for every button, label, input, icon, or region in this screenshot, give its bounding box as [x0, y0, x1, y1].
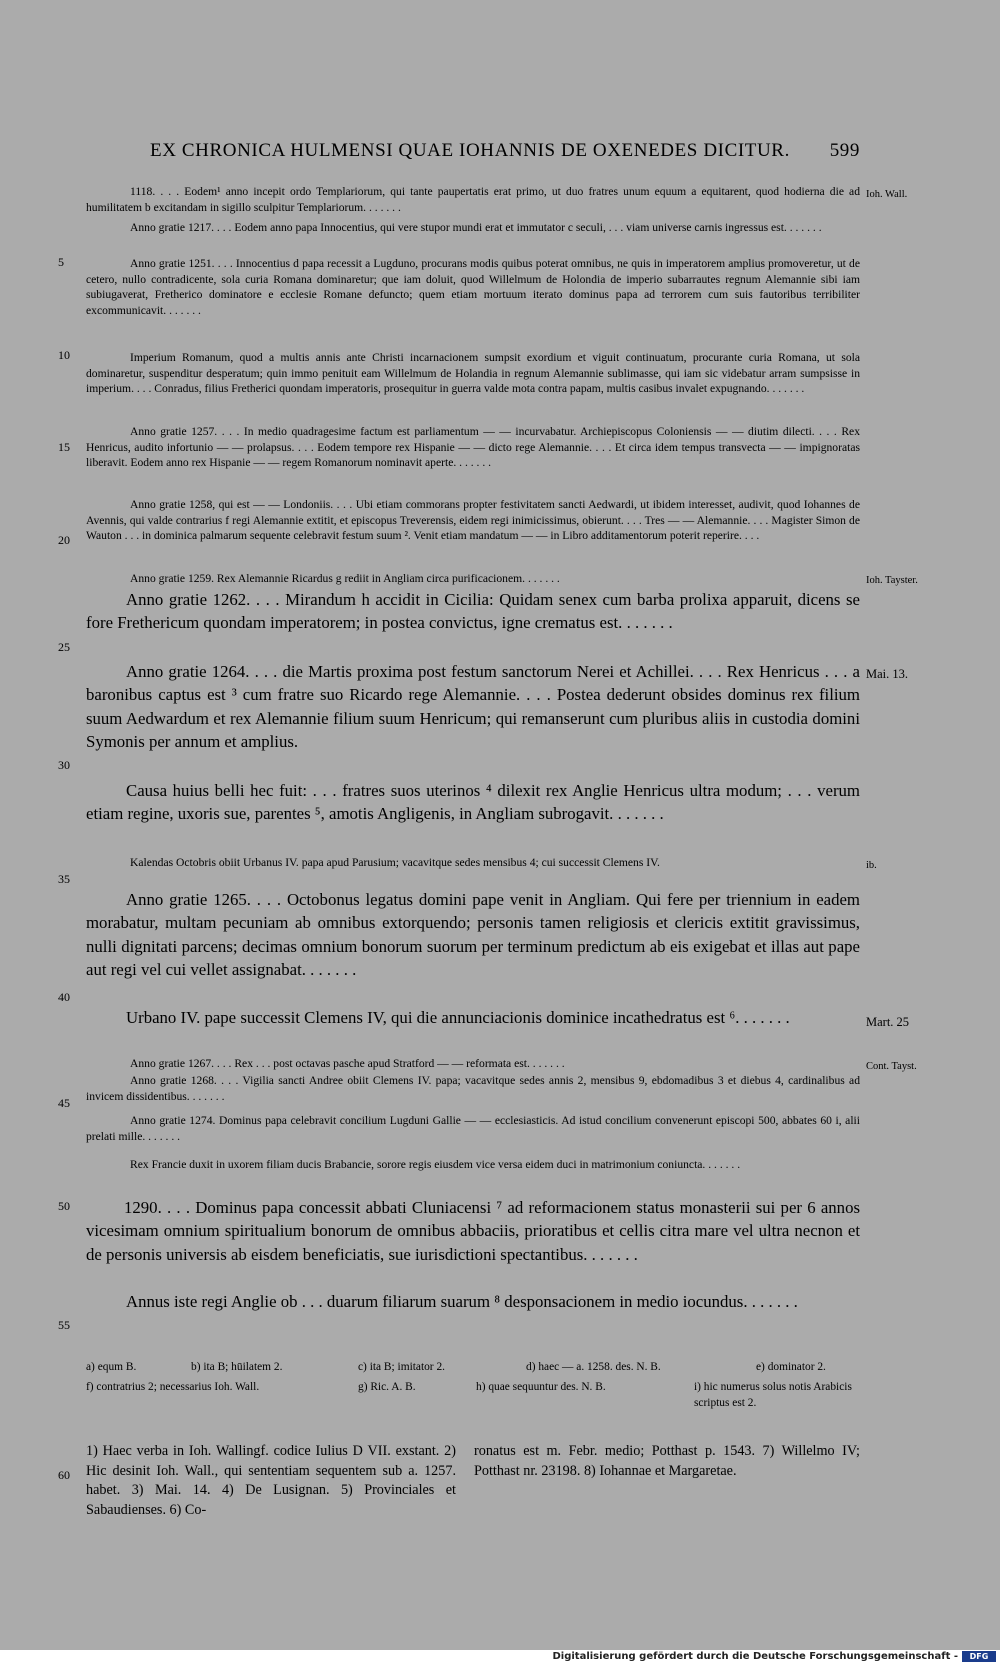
paragraph: 1118. . . . Eodem¹ anno incepit ordo Templariorum, qui tante paupertatis erat primo, ut duo fratres unum equum a equitarent, quod hodierna die ad humilitatem b excitandam in sigillo sculpitur Templariorum. . . . . . .	[86, 185, 860, 214]
line-number: 5	[58, 255, 64, 269]
line-number: 45	[58, 1096, 70, 1110]
margin-note: Mart. 25	[866, 1015, 910, 1029]
margin-note: Ioh. Tayster.	[866, 575, 918, 586]
margin-note: Mai. 13.	[866, 667, 909, 681]
line-number: 30	[58, 758, 70, 772]
page-number: 599	[829, 140, 860, 161]
paragraph: Anno gratie 1264. . . . die Martis proxima post festum sanctorum Nerei et Achillei. . . . Rex Henricus . . . a baronibus captus est ³ cum fratre suo Ricardo rege Alemannie. . . . Postea dederunt obsides dominus rex filium suum Aedwardum et rex Alemannie filium suum Henricum; qui remanserunt cum pluribus aliis in custodia domini Symonis per annum et amplius.	[86, 662, 860, 752]
paragraph: Imperium Romanum, quod a multis annis ante Christi incarnacionem sumpsit exordium et viguit continuatum, procurante curia Romana, ut sola dominaretur, suspenditur desperatum; quin immo penituit eam Willelmum de Holandia in regnum Alemannie sublimasse, qui iam sic videbatur arram sumpsisse in imperium. . . . Conradus, filius Fretherici quondam imperatoris, prosequitur in guerra valde mota contra papam, multis casibus invalet expugnando. . . . . . .	[86, 351, 860, 396]
variant-note: h) quae sequuntur des. N. B.	[476, 1381, 606, 1393]
variant-note: c) ita B; imitator 2.	[358, 1361, 445, 1373]
line-number: 55	[58, 1318, 70, 1332]
paragraph: Urbano IV. pape successit Clemens IV, qui die annunciacionis dominice incathedratus est ⁶. . . . . . .	[126, 1008, 790, 1027]
running-header	[150, 140, 860, 162]
paragraph: Anno gratie 1257. . . . In medio quadragesime factum est parliamentum — — incurvabatur. Archiepiscopus Coloniensis — — diutim dilecti. . . . Rex Henricus, audito infortunio — — prolapsus. . . . Eodem tempore rex Hispanie — — dicto rege Alemannie. . . . Et circa idem tempus transvecta — — impignoratas liberavit. Eodem anno rex Hispanie — — regem Romanorum nominavit aperte. . . . . . .	[86, 425, 860, 470]
notes-column: 1) Haec verba in Ioh. Wallingf. codice Iulius D VII. exstant. 2) Hic desinit Ioh. Wall., qui sententiam sequentem sub a. 1257. habet. 3) Mai. 14. 4) De Lusignan. 5) Provinciales et Sabaudienses. 6) Co-	[86, 1443, 456, 1518]
paragraph: Anno gratie 1251. . . . Innocentius d papa recessit a Lugduno, procurans modis quibus poterat omnibus, ne quis in imperatorem amplius promoveretur, ut de cetero, nullo contradicente, sola curia Romana dominaretur; que iam doluit, quod Willelmum de Holondia de imperio subarrautes regnum Alemannie sibi iam subiugaverat, Fretherico dominatore e ecclesie Romane defuncto; quem etiam mortuum iterato dominus papa ad terrorem cum suis fautoribus terribiliter excommunicavit. . . . . . .	[86, 257, 860, 318]
paragraph: Anno gratie 1258, qui est — — Londoniis. . . . Ubi etiam commorans propter festivitatem sancti Aedwardi, ut ibidem interesset, audivit, quod Iohannes de Avennis, qui valde contrarius f regi Alemannie extitit, et episcopus Treverensis, eidem regi inimicissimus, obierunt. . . . Tres — — Alemannie. . . . Magister Simon de Wauton . . . in dominica palmarum sequente celebravit festum suum ². Venit etiam mandatum — — in Libro additamentorum poterit reperire. . . .	[86, 498, 860, 543]
margin-note: Ioh. Wall.	[866, 189, 908, 200]
line-number: 50	[58, 1199, 70, 1213]
line-number: 15	[58, 440, 70, 454]
paragraph: Anno gratie 1268. . . . Vigilia sancti Andree obiit Clemens IV. papa; vacavitque sedes annis 2, mensibus 9, ebdomadibus 3 et diebus 4, cardinalibus ad invicem dissidentibus. . . . . . .	[86, 1074, 860, 1103]
line-number: 35	[58, 872, 70, 886]
paragraph: Anno gratie 1274. Dominus papa celebravit concilium Lugduni Gallie — — ecclesiasticis. Ad istud concilium convenerunt episcopi 500, abbates 60 i, alii prelati mille. . . . . . .	[86, 1114, 860, 1143]
paragraph: Annus iste regi Anglie ob . . . duarum filiarum suarum ⁸ desponsacionem in medio iocundus. . . . . . .	[126, 1292, 798, 1311]
paragraph: Anno gratie 1262. . . . Mirandum h accidit in Cicilia: Quidam senex cum barba prolixa apparuit, dicens se fore Frethericum quondam imperatorem; in postea convictus, igne crematus est. . . . . . .	[86, 590, 860, 633]
paragraph: Anno gratie 1217. . . . Eodem anno papa Innocentius, qui vere stupor mundi erat et immutator c seculi, . . . viam universe carnis ingressus est. . . . . . .	[130, 221, 822, 234]
paragraph: Rex Francie duxit in uxorem filiam ducis Brabancie, sorore regis eiusdem vice versa eidem duci in matrimonium coniuncta. . . . . . .	[130, 1158, 741, 1171]
variant-note: d) haec — a. 1258. des. N. B.	[526, 1361, 661, 1373]
footer-text: Digitalisierung gefördert durch die Deutsche Forschungsgemeinschaft -	[552, 1651, 958, 1662]
paragraph: Anno gratie 1259. Rex Alemannie Ricardus g rediit in Angliam circa purificacionem. . . . . . .	[130, 572, 560, 585]
paragraph: Kalendas Octobris obiit Urbanus IV. papa apud Parusium; vacavitque sedes mensibus 4; cui successit Clemens IV.	[130, 856, 660, 869]
line-number: 60	[58, 1468, 70, 1482]
margin-note: Cont. Tayst.	[866, 1061, 917, 1072]
running-title: EX CHRONICA HULMENSI QUAE IOHANNIS DE OXENEDES DICITUR.	[150, 140, 790, 161]
line-number: 10	[58, 348, 70, 362]
variant-note: f) contratrius 2; necessarius Ioh. Wall.	[86, 1381, 260, 1393]
paragraph: Anno gratie 1265. . . . Octobonus legatus domini pape venit in Angliam. Qui fere per triennium in eadem morabatur, multam pecuniam ab omnibus extorquendo; personis tamen religiosis et clericis extitit gravissimus, nulli dignitati parcens; decimas omnium bonorum suorum per terminum predictum ab eis exigebat et illas aut pape aut regi vel cui vellet assignabat. . . . . . .	[86, 890, 860, 980]
paragraph: Causa huius belli hec fuit: . . . fratres suos uterinos ⁴ dilexit rex Anglie Henricus ultra modum; . . . verum etiam regine, uxoris sue, parentes ⁵, amotis Angligenis, in Angliam subrogavit. . . . . . .	[86, 781, 860, 824]
dfg-logo: DFG	[962, 1651, 996, 1662]
line-number: 25	[58, 640, 70, 654]
line-number: 20	[58, 533, 70, 547]
margin-note: ib.	[866, 860, 877, 871]
variant-note: b) ita B; hūilatem 2.	[191, 1361, 283, 1373]
variant-note: i) hic numerus solus notis Arabicis scriptus est 2.	[694, 1381, 852, 1409]
paragraph: Anno gratie 1267. . . . Rex . . . post octavas pasche apud Stratford — — reformata est. . . . . . .	[130, 1057, 565, 1070]
variant-note: e) dominator 2.	[756, 1361, 826, 1373]
line-number: 40	[58, 990, 70, 1004]
variant-note: g) Ric. A. B.	[358, 1381, 416, 1393]
funding-footer	[0, 1650, 1000, 1664]
paragraph: 1290. . . . Dominus papa concessit abbati Cluniacensi ⁷ ad reformacionem status monasterii sui per 6 annos vicesimam omnium spiritualium bonorum de omnibus abbaciis, prioratibus et cellis citra mare vel ultra necnon et de personis universis ab eisdem beneficiatis, sue iurisdictioni spectantibus. . . . . . .	[86, 1198, 860, 1264]
variant-note: a) equm B.	[86, 1361, 137, 1373]
notes-column: ronatus est m. Febr. medio; Potthast p. 1543. 7) Willelmo IV; Potthast nr. 23198. 8) Iohannae et Margaretae.	[474, 1443, 860, 1479]
